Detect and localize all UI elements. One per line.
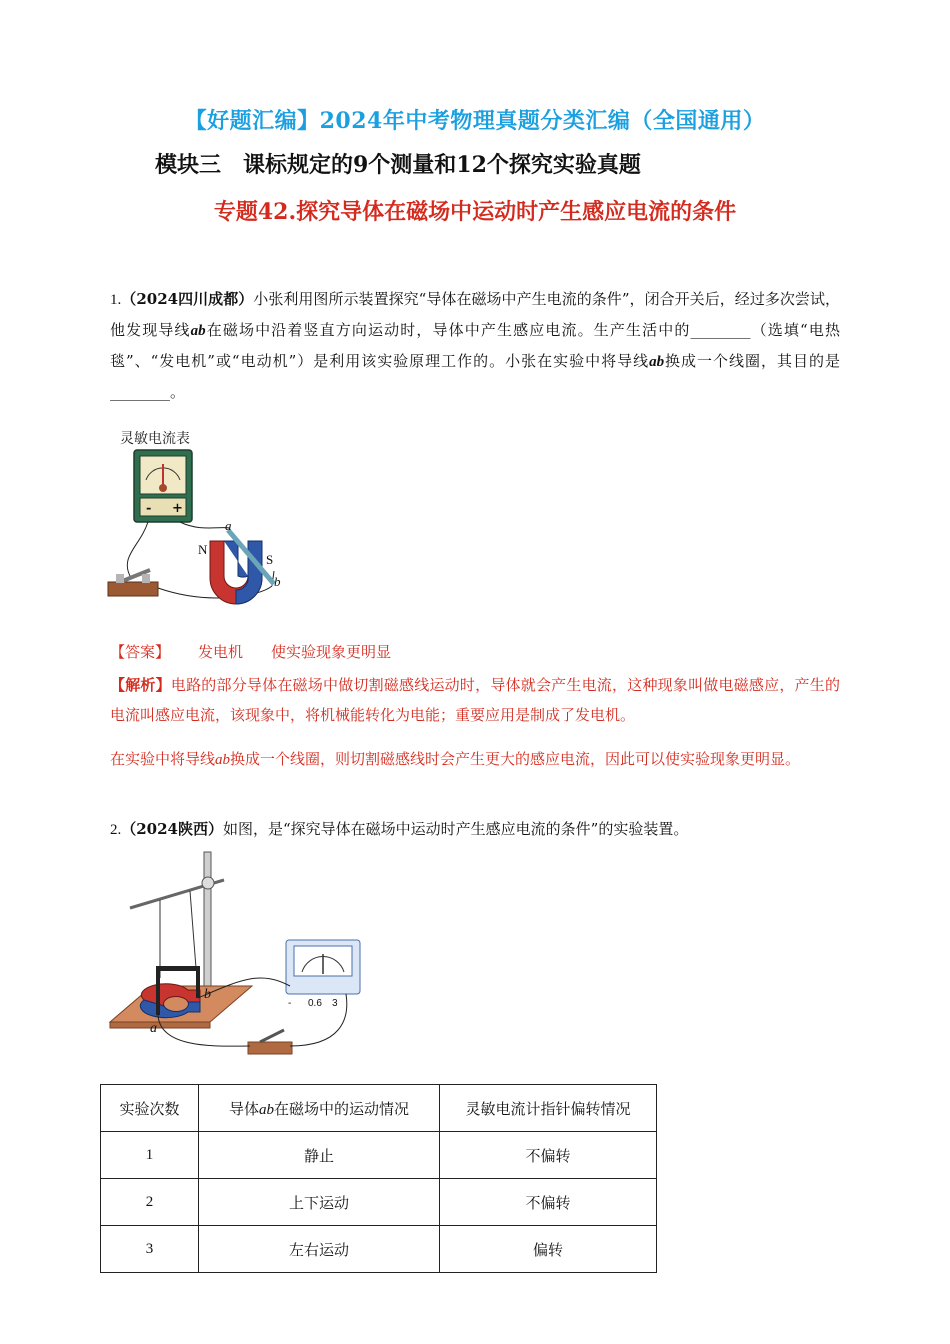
wire-ab-label: ab bbox=[649, 354, 665, 370]
wire-ab-label: ab bbox=[190, 323, 206, 339]
question-text: 如图，是“探究导体在磁场中运动时产生感应电流的条件”的实验装置。 bbox=[223, 820, 689, 838]
question-text: 换成一个线圈，其目的是________。 bbox=[110, 352, 840, 401]
needle-pivot bbox=[159, 484, 167, 492]
wire bbox=[180, 522, 230, 528]
end-a-label: a bbox=[225, 518, 232, 533]
minus-terminal-label: - bbox=[146, 501, 152, 516]
table-cell: 左右运动 bbox=[199, 1226, 440, 1273]
question-text: 小张利用图所示装置探究“导体在磁场中产生电流的条件”，闭合开关后，经过多次尝试，他发现导线 bbox=[110, 290, 840, 339]
plus-terminal-label: + bbox=[172, 501, 183, 516]
table-cell: 不偏转 bbox=[440, 1132, 657, 1179]
conductor-ab bbox=[156, 966, 200, 971]
table-cell: 上下运动 bbox=[199, 1179, 440, 1226]
answer-tag: 【答案】 bbox=[110, 643, 171, 661]
question-number: 1. bbox=[110, 292, 122, 308]
header-cell: 灵敏电流计指针偏转情况 bbox=[440, 1085, 657, 1132]
analysis-paragraph-2 bbox=[110, 744, 840, 775]
wire-ab-label: ab bbox=[215, 752, 231, 768]
table-cell: 不偏转 bbox=[440, 1179, 657, 1226]
switch-post bbox=[142, 574, 150, 583]
table-cell: 静止 bbox=[199, 1132, 440, 1179]
document-title: 【好题汇编】2024年中考物理真题分类汇编（全国通用） bbox=[184, 108, 766, 134]
galvanometer-apparatus-figure bbox=[100, 446, 300, 611]
figure-label-galvanometer: 灵敏电流表 bbox=[120, 431, 190, 447]
analysis-text: 换成一个线圈，则切割磁感线时会产生更大的感应电流，因此可以使实验现象更明显。 bbox=[230, 750, 801, 768]
table-row bbox=[101, 1179, 657, 1226]
question-number: 2. bbox=[110, 822, 122, 838]
question-source: （2024陕西） bbox=[121, 820, 223, 838]
switch-base bbox=[248, 1042, 292, 1054]
end-a-label: a bbox=[150, 1021, 157, 1036]
table-cell: 1 bbox=[101, 1132, 199, 1179]
module-title: 模块三 课标规定的9个测量和12个探究实验真题 bbox=[155, 152, 641, 178]
switch-lever bbox=[260, 1030, 284, 1042]
south-pole-label: S bbox=[266, 552, 274, 567]
scale-minus-label: - bbox=[288, 998, 292, 1009]
scale-3-label: 3 bbox=[332, 998, 338, 1009]
answer-line bbox=[110, 637, 840, 667]
answer-1: 发电机 bbox=[198, 643, 244, 661]
switch-base bbox=[108, 582, 158, 596]
question-1 bbox=[110, 284, 840, 407]
end-b-label: b bbox=[274, 574, 281, 589]
analysis-text: 电路的部分导体在磁场中做切割磁感线运动时，导体就会产生电流，这种现象叫做电磁感应，产生的电流叫感应电流，该现象中，将机械能转化为电能；重要应用是制成了发电机。 bbox=[110, 676, 840, 724]
question-2 bbox=[110, 814, 840, 845]
experiment-table bbox=[100, 1084, 657, 1273]
question-text: 在磁场中沿着竖直方向运动时，导体中产生感应电流。生产生活中的________（选填“电热毯”、“发电机”或“电动机”）是利用该实验原理工作的。小张在实验中将导线 bbox=[110, 321, 840, 370]
scale-0.6-label: 0.6 bbox=[308, 998, 322, 1009]
header-cell: 导体ab在磁场中的运动情况 bbox=[199, 1085, 440, 1132]
suspension-thread bbox=[190, 891, 196, 968]
table-row bbox=[101, 1132, 657, 1179]
analysis-paragraph-1 bbox=[110, 670, 840, 730]
table-cell: 3 bbox=[101, 1226, 199, 1273]
header-cell: 实验次数 bbox=[101, 1085, 199, 1132]
table-cell: 偏转 bbox=[440, 1226, 657, 1273]
topic-title: 专题42.探究导体在磁场中运动时产生感应电流的条件 bbox=[213, 199, 737, 225]
question-source: （2024四川成都） bbox=[121, 290, 254, 308]
analysis-text: 在实验中将导线 bbox=[110, 750, 216, 768]
north-pole-label: N bbox=[198, 542, 208, 557]
stand-clamp bbox=[202, 877, 214, 889]
wire bbox=[127, 522, 148, 576]
table-header-row bbox=[101, 1085, 657, 1132]
table-row bbox=[101, 1226, 657, 1273]
answer-2: 使实验现象更明显 bbox=[271, 643, 392, 661]
induction-apparatus-figure bbox=[100, 850, 370, 1060]
table-cell: 2 bbox=[101, 1179, 199, 1226]
end-b-label: b bbox=[204, 987, 211, 1002]
switch-post bbox=[116, 574, 124, 583]
analysis-tag: 【解析】 bbox=[110, 676, 171, 694]
